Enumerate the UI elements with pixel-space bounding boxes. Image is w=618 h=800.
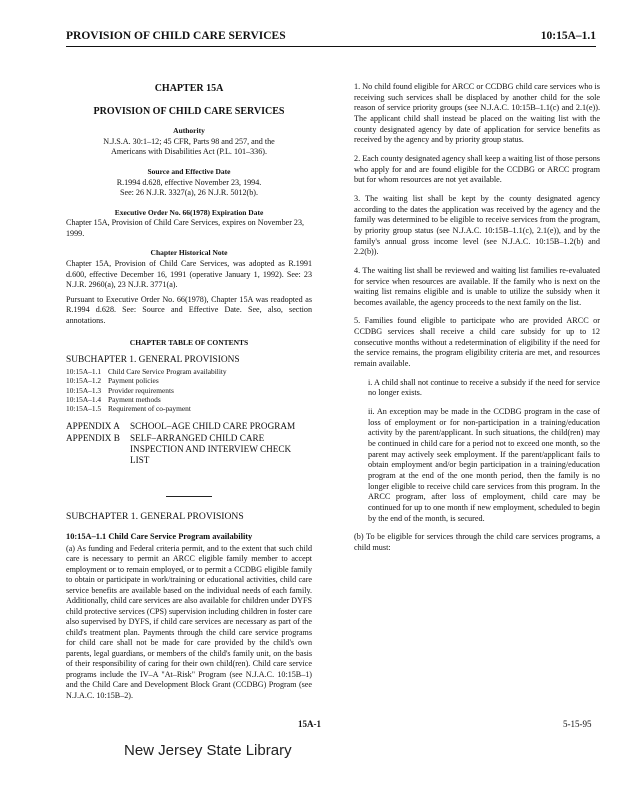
authority-block xyxy=(66,126,312,158)
toc-item-title: Requirement of co-payment xyxy=(108,404,191,414)
toc-item-code: 10:15A–1.3 xyxy=(66,385,102,395)
toc-item[interactable] xyxy=(66,367,312,376)
paragraph-4: 4. The waiting list shall be reviewed and waiting list families re-evaluated for service when resources are available. If the family who is next on the waiting list remains eligible and is unable to utilize the subsidy when it becomes available, the agency proceeds to the next family on the list. xyxy=(354,265,600,307)
toc-item[interactable] xyxy=(66,404,312,413)
toc-item-title: Provider requirements xyxy=(108,385,174,395)
appendix-list xyxy=(66,421,312,466)
page-number: 15A-1 xyxy=(298,719,321,729)
authority-line: N.J.S.A. 30:1–12; 45 CFR, Parts 98 and 257, and the xyxy=(103,136,275,146)
expiration-block xyxy=(66,208,312,240)
appendix-code: APPENDIX B xyxy=(66,432,120,443)
toc-item[interactable] xyxy=(66,386,312,395)
chapter-title: PROVISION OF CHILD CARE SERVICES xyxy=(93,106,285,117)
appendix-title: SELF–ARRANGED CHILD CARE INSPECTION AND INTERVIEW CHECK LIST xyxy=(130,432,292,466)
paragraph-3: 3. The waiting list shall be kept by the county designated agency according to the dates the application was received by the agency and the family was determined to be eligible to receive services from the program, by priority group status (see N.J.A.C. 10:15B–1.1(c), 2.1(e)), and by the family's annual gross income level (see N.J.A.C. 10:15B–1.2(b) and 2.2(b)). xyxy=(354,193,600,257)
history-paragraph: Chapter 15A, Provision of Child Care Services, was adopted as R.1991 d.600, effective December 16, 1991 (operative January 1, 1992). See: 23 N.J.R. 2960(a), 23 N.J.R. 3771(a). xyxy=(66,259,312,290)
toc-item[interactable] xyxy=(66,395,312,404)
toc-item-code: 10:15A–1.5 xyxy=(66,404,102,414)
revision-date: 5-15-95 xyxy=(563,719,592,729)
toc-item-title: Payment methods xyxy=(108,394,161,404)
paragraph-5-ii: ii. An exception may be made in the CCDBG program in the case of loss of employment or for non-participation in a training/education activity by the parent/applicant. In such situations, the child(ren) may be continued in child care for a period not to exceed one month, so the parent may actively seek employment. If the parent/applicant fails to obtain employment and/or begin participation in a training/education program at the end of the one month period, then the family is no longer eligible to receive child care services from this program. In the ARCC program, after loss of employment, child care may be continued for up to one month if new employment, scheduled to begin by the end of the month, is secured. xyxy=(368,407,600,523)
source-heading: Source and Effective Date xyxy=(147,166,231,176)
expiration-heading: Executive Order No. 66(1978) Expiration Date xyxy=(114,207,264,217)
toc-item-title: Payment policies xyxy=(108,376,159,386)
toc-subchapter: SUBCHAPTER 1. GENERAL PROVISIONS xyxy=(66,354,240,365)
authority-line: Americans with Disabilities Act (P.L. 101–336). xyxy=(110,147,267,157)
paragraph-5-i: i. A child shall not continue to receive a subsidy if the need for service no longer exists. xyxy=(368,377,600,398)
paragraph-1: 1. No child found eligible for ARCC or CCDBG child care services who is receiving such services shall be displaced by another child for the sole reason of service priority groups (see N.J.A.C. 10:15B–1.1(c) and 2.1(e)). The applicant child shall instead be placed on the waiting list with the county designated agency by date of application for service benefits as received by the agency and by priority group status. xyxy=(354,82,600,145)
toc-item-code: 10:15A–1.4 xyxy=(66,394,102,404)
history-block xyxy=(66,248,312,326)
source-line: See: 26 N.J.R. 3327(a), 26 N.J.R. 5012(b). xyxy=(119,188,259,198)
appendix-code: APPENDIX A xyxy=(66,421,120,432)
toc-item[interactable] xyxy=(66,376,312,385)
appendix-title: SCHOOL–AGE CHILD CARE PROGRAM xyxy=(130,421,296,432)
appendix-item[interactable] xyxy=(66,421,312,432)
paragraph-b: (b) To be eligible for services through the child care services programs, a child must: xyxy=(354,532,600,552)
paragraph-2: 2. Each county designated agency shall keep a waiting list of those persons who apply for and are found eligible for the CCDBG or ARCC program but for whom resources are not yet available. xyxy=(354,153,600,185)
header-section-number: 10:15A–1.1 xyxy=(540,30,596,42)
toc-item-title: Child Care Service Program availability xyxy=(108,367,227,377)
header-rule xyxy=(66,46,596,47)
toc-item-code: 10:15A–1.2 xyxy=(66,376,102,386)
right-column xyxy=(354,82,600,562)
expiration-text: Chapter 15A, Provision of Child Care Services, expires on November 23, 1999. xyxy=(66,218,305,238)
subchapter-heading: SUBCHAPTER 1. GENERAL PROVISIONS xyxy=(66,511,244,523)
paragraph-5: 5. Families found eligible to participate who are provided ARCC or CCDBG services shall receive a child care subsidy for up to 12 consecutive months without a redetermination of eligibility if the need for the service remains, the program eligibility criteria are met, and resources remain available. xyxy=(354,316,600,369)
library-stamp: New Jersey State Library xyxy=(124,742,292,759)
authority-heading: Authority xyxy=(173,126,205,135)
toc-heading: CHAPTER TABLE OF CONTENTS xyxy=(129,338,249,348)
section-divider xyxy=(166,496,212,497)
source-block xyxy=(66,167,312,199)
header-title: PROVISION OF CHILD CARE SERVICES xyxy=(66,30,286,42)
left-column xyxy=(66,82,312,709)
source-line: R.1994 d.628, effective November 23, 1994. xyxy=(116,177,262,187)
chapter-number: CHAPTER 15A xyxy=(154,83,224,94)
section-title: 10:15A–1.1 Child Care Service Program availability xyxy=(66,531,253,541)
toc-item-code: 10:15A–1.1 xyxy=(66,367,102,377)
section-paragraph: (a) As funding and Federal criteria permit, and to the extent that such child care is necessary to permit an ARCC eligible family member to accept employment or to remain employed, or to permit a CCDBG eligible family to obtain or participate in work/training or educational activities, child care service benefits are available based on the individual needs of each family. Additionally, child care services are also available for children under DYFS child protective services (CPS) supervision including children in foster care also supervised by DYFS, if child care services are necessary as part of the child's treatment plan. Payments through the child care service programs for child care shall not be made for care provided by the child's own parents, legal guardians, or members of the child's family unit, on the basis of their responsibility of caring for their own child(ren). Child care service programs include the IV–A "At–Risk" Program (see N.J.A.C. 10:15B–1) and the Child Care and Development Block Grant (CCDBG) Program (see N.J.A.C. 10:15B–2). xyxy=(66,543,312,700)
history-paragraph: Pursuant to Executive Order No. 66(1978), Chapter 15A was readopted as R.1994 d.628. See: Source and Effective Date. See, also, section annotations. xyxy=(66,294,312,325)
appendix-item[interactable] xyxy=(66,433,312,467)
history-heading: Chapter Historical Note xyxy=(150,248,228,258)
